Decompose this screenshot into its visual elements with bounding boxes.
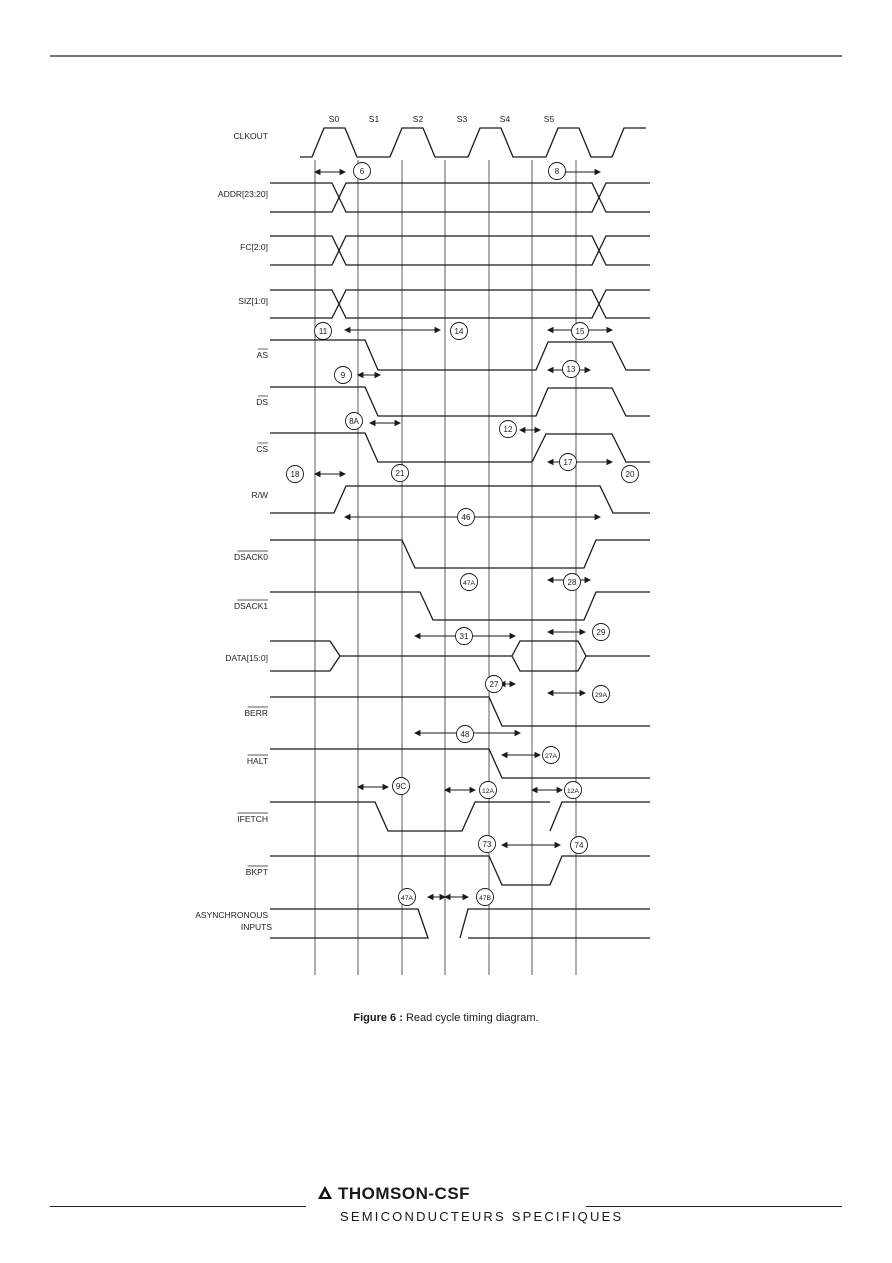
- timing-bubble-text-5: 9: [340, 371, 346, 380]
- timing-bubble-text-4: 15: [575, 327, 585, 336]
- timing-bubble-text-15: 28: [567, 578, 577, 587]
- timing-label-8a-7: [346, 413, 363, 430]
- timing-bubble-text-6: 13: [566, 365, 576, 374]
- timing-bubble-text-24: 12A: [566, 788, 580, 795]
- signal-label-dsack1: DSACK1: [233, 601, 268, 611]
- timing-label-17-9: [560, 454, 577, 471]
- state-label-s5: S5: [543, 114, 555, 124]
- timing-bubble-text-11: 21: [395, 469, 405, 478]
- arrow-12-head-l: [520, 428, 525, 433]
- signal-label-halt: HALT: [246, 756, 268, 766]
- signal-label-rw: R/W: [251, 490, 268, 500]
- timing-bubble-text-28: 47B: [478, 895, 492, 902]
- wave-rw: [270, 486, 650, 513]
- arrow-12a-2-head-l: [532, 788, 537, 793]
- arrow-29a-head-l: [548, 691, 553, 696]
- wave-fc-b: [270, 236, 650, 265]
- thomson-logo-icon: [318, 1186, 332, 1200]
- wave-addr-b: [270, 183, 650, 212]
- state-labels: [329, 114, 555, 124]
- arrow-31-head-r: [510, 634, 515, 639]
- signal-label-addr: ADDR[23:20]: [217, 189, 268, 199]
- arrow-8-head-r: [595, 170, 600, 175]
- timing-bubble-text-22: 9C: [395, 782, 407, 791]
- arrow-18-head-r: [340, 472, 345, 477]
- timing-label-47a-14: [461, 574, 478, 591]
- arrow-47a-2-head-l: [428, 895, 433, 900]
- wave-ifetch-a: [270, 802, 520, 831]
- timing-bubble-text-18: 27: [489, 680, 499, 689]
- arrow-27a-head-l: [502, 753, 507, 758]
- arrow-12a-1-head-l: [445, 788, 450, 793]
- timing-label-46-13: [458, 509, 475, 526]
- wave-as: [270, 340, 650, 370]
- arrow-18-head-l: [315, 472, 320, 477]
- timing-bubble-text-25: 73: [482, 840, 492, 849]
- timing-bubble-text-1: 8: [554, 167, 560, 176]
- signal-label-as: AS: [256, 350, 268, 360]
- signal-label-async: ASYNCHRONOUS: [195, 910, 268, 920]
- signal-label-siz: SIZ[1:0]: [238, 296, 268, 306]
- brand-text: THOMSON-CSF: [338, 1184, 471, 1203]
- arrow-17-head-r: [607, 460, 612, 465]
- arrow-28-head-l: [548, 578, 553, 583]
- brand-name: [318, 1184, 470, 1204]
- timing-label-9-5: [335, 367, 352, 384]
- wave-data-valid: [512, 641, 586, 671]
- timing-bubble-text-7: 8A: [349, 417, 359, 426]
- arrow-46-head-l: [345, 515, 350, 520]
- wave-halt: [270, 749, 650, 778]
- timing-bubble-text-8: 12: [503, 425, 513, 434]
- timing-label-13-6: [563, 361, 580, 378]
- wave-dsack1: [270, 592, 650, 620]
- timing-bubble-text-23: 12A: [481, 788, 495, 795]
- timing-label-8-1: [549, 163, 566, 180]
- timing-label-28-15: [564, 574, 581, 591]
- waveforms: [270, 128, 650, 938]
- arrow-15-head-r: [607, 328, 612, 333]
- wave-siz-a: [270, 290, 650, 318]
- timing-label-47b-28: [477, 889, 494, 906]
- wave-ds: [270, 387, 650, 416]
- wave-async-b: [460, 909, 650, 938]
- signal-label-berr: BERR: [244, 708, 268, 718]
- timing-label-12a-23: [480, 782, 497, 799]
- signal-labels: [195, 131, 272, 932]
- signal-label-cs: CS: [256, 444, 268, 454]
- timing-label-29a-19: [593, 686, 610, 703]
- state-label-s1: S1: [368, 114, 380, 124]
- signal-label-data: DATA[15:0]: [225, 653, 268, 663]
- arrow-9c-head-l: [358, 785, 363, 790]
- arrow-13-head-r: [585, 368, 590, 373]
- timing-bubble-text-19: 29A: [594, 692, 608, 699]
- state-label-s0: S0: [328, 114, 340, 124]
- timing-label-73-25: [479, 836, 496, 853]
- timing-label-21-11: [392, 465, 409, 482]
- timing-bubble-text-9: 17: [563, 458, 573, 467]
- arrow-48-head-l: [415, 731, 420, 736]
- arrow-27a-head-r: [535, 753, 540, 758]
- figure-caption: [0, 1012, 892, 1024]
- arrow-6-head-r: [340, 170, 345, 175]
- state-label-s3: S3: [456, 114, 468, 124]
- arrow-12a-2-head-r: [557, 788, 562, 793]
- arrow-8a-head-r: [395, 421, 400, 426]
- timing-bubble-text-14: 47A: [462, 580, 476, 587]
- timing-label-14-3: [451, 323, 468, 340]
- caption-text: Read cycle timing diagram.: [402, 1012, 539, 1024]
- timing-label-48-20: [457, 726, 474, 743]
- footer-rule-right: [586, 1206, 842, 1207]
- brand-subtitle: SEMICONDUCTEURS SPECIFIQUES: [340, 1209, 624, 1224]
- arrow-8a-head-l: [370, 421, 375, 426]
- signal-label-ds: DS: [256, 397, 268, 407]
- timing-bubble-text-26: 74: [574, 841, 584, 850]
- timing-label-15-4: [572, 323, 589, 340]
- signal-label-ifetch: IFETCH: [237, 814, 268, 824]
- timing-labels: [287, 163, 639, 906]
- wave-berr: [270, 697, 650, 726]
- arrow-15-head-l: [548, 328, 553, 333]
- timing-label-27a-21: [543, 747, 560, 764]
- signal-label-bkpt: BKPT: [245, 867, 268, 877]
- timing-bubble-text-10: 18: [290, 470, 300, 479]
- timing-label-74-26: [571, 837, 588, 854]
- timing-label-47a-27: [399, 889, 416, 906]
- wave-addr-a: [270, 183, 650, 212]
- timing-label-12a-24: [565, 782, 582, 799]
- timing-bubble-text-21: 27A: [544, 753, 558, 760]
- state-label-s4: S4: [499, 114, 511, 124]
- timing-label-29-17: [593, 624, 610, 641]
- arrow-48-head-r: [515, 731, 520, 736]
- timing-bubble-text-0: 6: [359, 167, 365, 176]
- arrow-6-head-l: [315, 170, 320, 175]
- arrow-9-head-r: [375, 373, 380, 378]
- arrow-14-head-l: [345, 328, 350, 333]
- timing-label-20-12: [622, 466, 639, 483]
- timing-bubble-text-2: 11: [318, 327, 328, 336]
- arrow-29-head-l: [548, 630, 553, 635]
- timing-bubble-text-12: 20: [625, 470, 635, 479]
- timing-bubble-text-17: 29: [596, 628, 606, 637]
- arrow-12a-1-head-r: [470, 788, 475, 793]
- arrow-17-head-l: [548, 460, 553, 465]
- timing-label-6-0: [354, 163, 371, 180]
- wave-clkout: [300, 128, 646, 157]
- arrow-47b-head-l: [445, 895, 450, 900]
- arrow-13-head-l: [548, 368, 553, 373]
- signal-label-dsack0: DSACK0: [233, 552, 268, 562]
- wave-data-prev: [270, 641, 340, 671]
- wave-ifetch-b: [520, 802, 650, 831]
- wave-cs: [270, 433, 650, 462]
- timing-label-12-8: [500, 421, 517, 438]
- arrow-12-head-r: [535, 428, 540, 433]
- wave-async-a: [270, 909, 428, 938]
- signal-label-fc: FC[2:0]: [240, 242, 268, 252]
- arrow-46-head-r: [595, 515, 600, 520]
- timing-label-27-18: [486, 676, 503, 693]
- timing-label-9c-22: [393, 778, 410, 795]
- arrow-14-head-r: [435, 328, 440, 333]
- arrow-73-74-head-r: [555, 843, 560, 848]
- wave-dsack0: [270, 540, 650, 568]
- wave-fc-a: [270, 236, 650, 265]
- signal-label-clk: CLKOUT: [233, 131, 268, 141]
- wave-siz-b: [270, 290, 650, 318]
- arrow-47b-head-r: [463, 895, 468, 900]
- timing-bubble-text-20: 48: [460, 730, 470, 739]
- timing-label-31-16: [456, 628, 473, 645]
- timing-label-18-10: [287, 466, 304, 483]
- signal-label-async-line2: INPUTS: [240, 922, 272, 932]
- arrow-31-head-l: [415, 634, 420, 639]
- arrow-29a-head-r: [580, 691, 585, 696]
- wave-bkpt: [270, 856, 650, 885]
- timing-bubble-text-3: 14: [454, 327, 464, 336]
- arrow-9-head-l: [358, 373, 363, 378]
- footer-rule-left: [50, 1206, 306, 1207]
- arrow-73-74-head-l: [502, 843, 507, 848]
- arrow-28-head-r: [585, 578, 590, 583]
- timing-bubble-text-13: 46: [461, 513, 471, 522]
- arrow-9c-head-r: [383, 785, 388, 790]
- timing-bubble-text-16: 31: [459, 632, 469, 641]
- caption-number: Figure 6 :: [353, 1012, 403, 1024]
- arrow-27-head-r: [510, 682, 515, 687]
- arrow-29-head-r: [580, 630, 585, 635]
- timing-bubble-text-27: 47A: [400, 895, 414, 902]
- state-label-s2: S2: [412, 114, 424, 124]
- timing-label-11-2: [315, 323, 332, 340]
